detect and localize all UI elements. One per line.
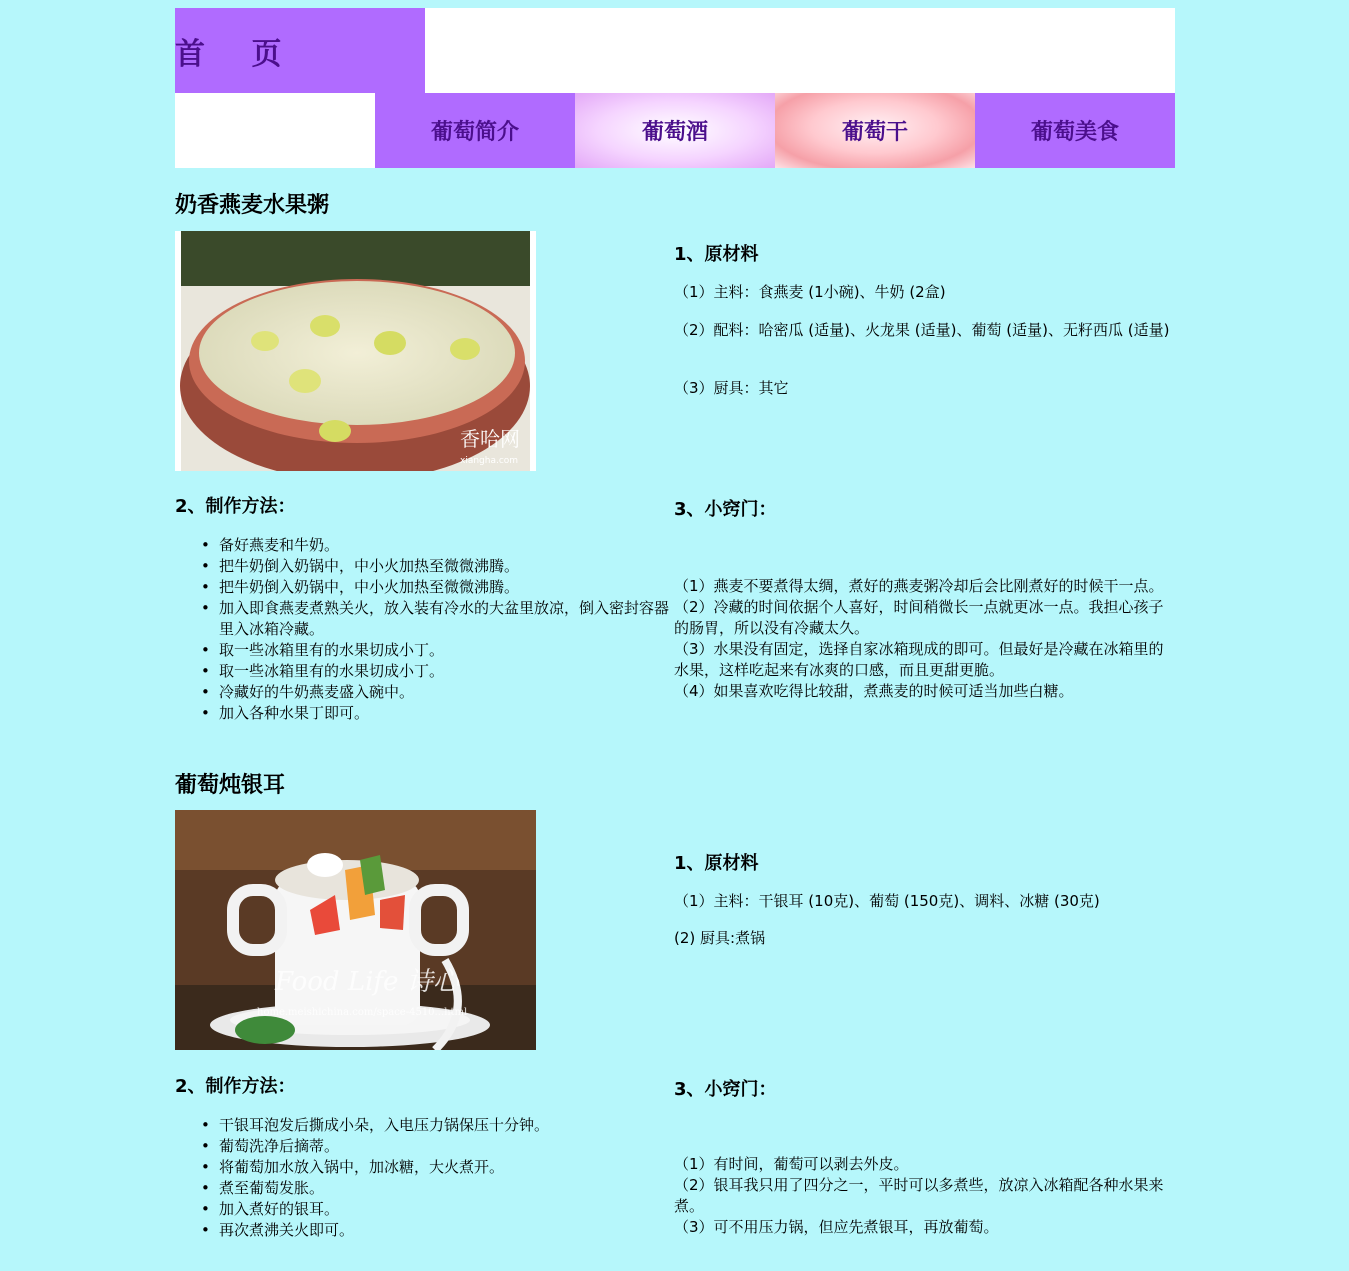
recipe-title: 奶香燕麦水果粥 xyxy=(175,193,330,218)
nav-spacer xyxy=(175,93,375,168)
nav-item-label: 葡萄酒 xyxy=(641,120,708,145)
list-item: • 备好燕麦和牛奶。 xyxy=(175,535,670,556)
photo-watermark: 香哈网 xyxy=(460,427,520,451)
page xyxy=(175,0,1175,1239)
nav-bar xyxy=(175,93,1175,168)
list-item: • 把牛奶倒入奶锅中，中小火加热至微微沸腾。 xyxy=(175,556,670,577)
materials-heading: 1、原材料 xyxy=(674,853,759,874)
list-item: • 将葡萄加水放入锅中，加冰糖，大火煮开。 xyxy=(175,1157,670,1178)
nav-item-raisin[interactable] xyxy=(775,93,975,168)
material-line: (2) 厨具:煮锅 xyxy=(674,929,766,947)
material-line: （2）配料：哈密瓜 (适量)、火龙果 (适量)、葡萄 (适量)、无籽西瓜 (适量) xyxy=(674,321,1170,339)
recipe-title: 葡萄炖银耳 xyxy=(175,773,286,798)
nav-item-intro[interactable] xyxy=(375,93,575,168)
home-label: 首 页 xyxy=(175,36,300,72)
nav-item-label: 葡萄美食 xyxy=(1030,120,1119,145)
list-item: • 加入煮好的银耳。 xyxy=(175,1199,670,1220)
photo-watermark-url: xiangha.com xyxy=(460,456,519,466)
nav-item-food[interactable] xyxy=(975,93,1175,168)
steps-list xyxy=(175,1115,670,1241)
list-item: • 加入即食燕麦煮熟关火，放入装有冷水的大盆里放凉，倒入密封容器里入冰箱冷藏。 xyxy=(175,598,670,640)
steps-list xyxy=(175,535,670,724)
list-item: • 冷藏好的牛奶燕麦盛入碗中。 xyxy=(175,682,670,703)
tips-heading: 3、小窍门： xyxy=(674,1079,777,1100)
recipe-photo-grape-tremella xyxy=(175,810,536,1050)
nav-item-label: 葡萄简介 xyxy=(430,120,519,145)
tips-heading: 3、小窍门： xyxy=(674,499,777,520)
photo-watermark-url: home.meishichina.com/space-4510...html xyxy=(257,1007,468,1018)
list-item: • 煮至葡萄发胀。 xyxy=(175,1178,670,1199)
tip-line: （2）冷藏的时间依据个人喜好，时间稍微长一点就更冰一点。我担心孩子的肠胃，所以没有冷藏太久。 xyxy=(674,598,1164,637)
photo-watermark: Food Life 诗心 xyxy=(275,967,459,997)
nav-item-wine[interactable] xyxy=(575,93,775,168)
list-item: • 葡萄洗净后摘蒂。 xyxy=(175,1136,670,1157)
list-item: • 加入各种水果丁即可。 xyxy=(175,703,670,724)
header-banner xyxy=(425,8,1175,93)
tip-line: （1）有时间，葡萄可以剥去外皮。 xyxy=(674,1155,909,1173)
material-line: （1）主料：食燕麦 (1小碗)、牛奶 (2盒) xyxy=(674,283,946,301)
tip-line: （3）水果没有固定，选择自家冰箱现成的即可。但最好是冷藏在冰箱里的水果，这样吃起来有冰爽的口感，而且更甜更脆。 xyxy=(674,640,1164,679)
tip-line: （4）如果喜欢吃得比较甜，煮燕麦的时候可适当加些白糖。 xyxy=(674,682,1074,700)
nav-item-label: 葡萄干 xyxy=(841,120,908,145)
tips-block xyxy=(674,1154,1168,1238)
material-line: （1）主料：干银耳 (10克)、葡萄 (150克)、调料、冰糖 (30克) xyxy=(674,892,1100,910)
tips-block xyxy=(674,576,1168,702)
materials-heading: 1、原材料 xyxy=(674,244,759,265)
list-item: • 把牛奶倒入奶锅中，中小火加热至微微沸腾。 xyxy=(175,577,670,598)
method-heading: 2、制作方法： xyxy=(175,1076,296,1097)
tip-line: （3）可不用压力锅，但应先煮银耳，再放葡萄。 xyxy=(674,1218,999,1236)
material-line: （3）厨具：其它 xyxy=(674,379,789,397)
header xyxy=(175,8,1175,93)
list-item: • 再次煮沸关火即可。 xyxy=(175,1220,670,1241)
list-item: • 取一些冰箱里有的水果切成小丁。 xyxy=(175,640,670,661)
tip-line: （1）燕麦不要煮得太绸，煮好的燕麦粥冷却后会比刚煮好的时候干一点。 xyxy=(674,577,1164,595)
home-link[interactable] xyxy=(175,8,425,93)
method-heading: 2、制作方法： xyxy=(175,496,296,517)
tip-line: （2）银耳我只用了四分之一，平时可以多煮些，放凉入冰箱配各种水果来煮。 xyxy=(674,1176,1164,1215)
recipe-photo-oat-porridge xyxy=(175,231,536,471)
list-item: • 干银耳泡发后撕成小朵，入电压力锅保压十分钟。 xyxy=(175,1115,670,1136)
list-item: • 取一些冰箱里有的水果切成小丁。 xyxy=(175,661,670,682)
